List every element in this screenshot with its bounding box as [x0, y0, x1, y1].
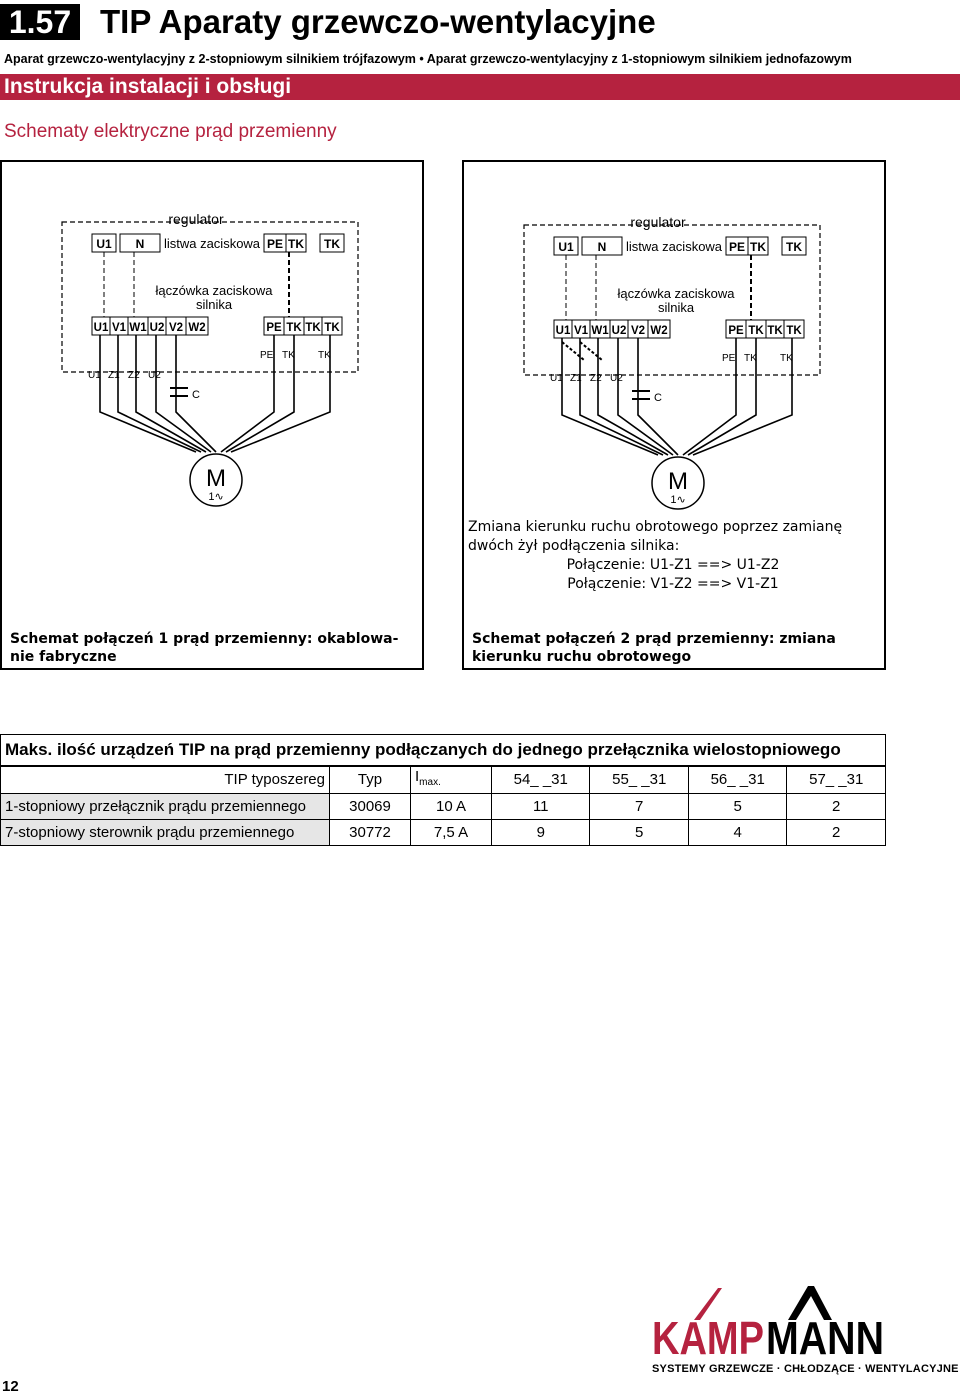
- motor-terminal-label-2: silnika: [195, 297, 233, 312]
- motor-phase-label: 1∿: [670, 494, 686, 506]
- diagram-1-caption: Schemat połączeń 1 prąd przemienny: okablowa- nie fabryczne: [10, 631, 399, 665]
- motor-terminal-label: V2: [630, 325, 646, 337]
- row-2-55: 5: [590, 820, 688, 846]
- svg-text:MANN: MANN: [766, 1312, 884, 1364]
- terminal-strip-label: listwa zaciskowa: [163, 236, 261, 251]
- motor-terminal-label: V1: [573, 325, 589, 337]
- motor-terminal-label: U1: [93, 322, 109, 334]
- table-row: [1, 820, 886, 846]
- motor-terminal-label-1: łączówka zaciskowa: [155, 283, 273, 298]
- imax-subscript: max.: [419, 777, 441, 788]
- motor-terminal-label: U1: [555, 325, 571, 337]
- regulator-terminal-label: U1: [558, 240, 574, 254]
- regulator-terminal-label: TK: [324, 237, 340, 251]
- row-1-type: 30069: [330, 794, 411, 820]
- regulator-terminal-label: TK: [750, 240, 766, 254]
- motor-terminal-label: V2: [168, 322, 184, 334]
- motor-wire-label: U2: [610, 373, 623, 384]
- motor-wire: [580, 338, 663, 455]
- wire-label: PE: [260, 350, 274, 361]
- note-line-4: Połączenie: V1-Z2 ==> V1-Z1: [567, 576, 779, 592]
- header-cell-type: Typ: [330, 766, 411, 794]
- header-cell-54: 54_ _31: [492, 766, 590, 794]
- note-line-2: dwóch żył podłączenia silnika:: [468, 538, 680, 554]
- row-1-56: 5: [688, 794, 786, 820]
- row-2-54: 9: [492, 820, 590, 846]
- wire-label: TK: [318, 350, 331, 361]
- regulator-terminal-label: TK: [786, 240, 802, 254]
- wiring-diagram-1: [0, 160, 424, 670]
- motor-terminal-label: TK: [305, 322, 321, 334]
- row-1-device: 1-stopniowy przełącznik prądu przemiennego: [1, 794, 330, 820]
- motor-wire-label: U1: [550, 373, 563, 384]
- regulator-terminal-label: PE: [728, 240, 746, 254]
- page-subtitle: Aparat grzewczo-wentylacyjny z 2-stopniowym silnikiem trójfazowym • Aparat grzewczo-wentylacyjny z 1-stopniowym silnikiem jednofazowym: [4, 52, 852, 66]
- capacitor-label: C: [192, 389, 200, 401]
- regulator-terminal-label: TK: [288, 237, 304, 251]
- header-cell-57: 57_ _31: [787, 766, 886, 794]
- wire-label: TK: [780, 353, 793, 364]
- motor-wire-label: Z1: [108, 370, 120, 381]
- note-line-3: Połączenie: U1-Z1 ==> U1-Z2: [566, 557, 780, 573]
- motor-wire: [562, 338, 658, 455]
- header-cell-56: 56_ _31: [688, 766, 786, 794]
- max-devices-table: [0, 734, 886, 846]
- motor-terminal-label: W2: [650, 325, 668, 337]
- diagram-2-caption: Schemat połączeń 2 prąd przemienny: zmiana kierunku ruchu obrotowego: [472, 631, 836, 665]
- table-row: [1, 794, 886, 820]
- section-number-badge: 1.57: [0, 4, 80, 40]
- motor-terminal-label: PE: [728, 325, 744, 337]
- kampmann-logo: [648, 1284, 888, 1362]
- motor-wire-label: U1: [88, 370, 101, 381]
- motor-terminal-label: W2: [188, 322, 206, 334]
- motor-terminal-label: TK: [748, 325, 764, 337]
- motor-terminal-label: PE: [266, 322, 282, 334]
- row-1-imax: 10 A: [411, 794, 492, 820]
- section-title: Schematy elektryczne prąd przemienny: [4, 121, 337, 142]
- row-1-54: 11: [492, 794, 590, 820]
- capacitor-label: C: [654, 392, 662, 404]
- svg-text:KAMP: KAMP: [652, 1312, 764, 1364]
- wiring-diagram-1-svg: [2, 162, 422, 668]
- row-1-55: 7: [590, 794, 688, 820]
- row-2-device: 7-stopniowy sterownik prądu przemiennego: [1, 820, 330, 846]
- header-cell-series: TIP typoszereg: [1, 766, 330, 794]
- motor-phase-label: 1∿: [208, 491, 224, 503]
- section-bar-label: Instrukcja instalacji i obsługi: [4, 75, 292, 98]
- motor-label: M: [668, 468, 688, 495]
- page-number: 12: [2, 1378, 19, 1395]
- terminal-strip-label: listwa zaciskowa: [625, 239, 723, 254]
- wire-label: PE: [722, 353, 736, 364]
- wire-label: TK: [744, 353, 757, 364]
- regulator-label: regulator: [630, 214, 686, 230]
- motor-wire: [693, 338, 792, 455]
- motor-wire-label: Z2: [590, 373, 602, 384]
- row-1-57: 2: [787, 794, 886, 820]
- regulator-terminal-label: N: [597, 240, 607, 254]
- imax-symbol: I: [415, 768, 420, 785]
- motor-terminal-label: U2: [149, 322, 165, 334]
- regulator-terminal-label: PE: [266, 237, 284, 251]
- regulator-terminal-label: N: [135, 237, 145, 251]
- page-title: TIP Aparaty grzewczo-wentylacyjne: [100, 3, 656, 40]
- regulator-label: regulator: [168, 211, 224, 227]
- motor-terminal-label: TK: [324, 322, 340, 334]
- motor-terminal-label-1: łączówka zaciskowa: [617, 286, 735, 301]
- row-2-type: 30772: [330, 820, 411, 846]
- motor-wire-label: Z1: [570, 373, 582, 384]
- motor-terminal-label: U2: [611, 325, 627, 337]
- motor-wire: [231, 335, 330, 452]
- motor-wire: [118, 335, 201, 452]
- motor-wire-label: Z2: [128, 370, 140, 381]
- motor-terminal-label: TK: [786, 325, 802, 337]
- regulator-terminal-label: U1: [96, 237, 112, 251]
- row-2-56: 4: [688, 820, 786, 846]
- motor-terminal-label: W1: [591, 325, 609, 337]
- table-heading: Maks. ilość urządzeń TIP na prąd przemienny podłączanych do jednego przełącznika wielostopniowego: [1, 735, 886, 767]
- motor-terminal-label: TK: [286, 322, 302, 334]
- note-line-1: Zmiana kierunku ruchu obrotowego poprzez zamianę: [468, 519, 843, 535]
- wire-label: TK: [282, 350, 295, 361]
- header-cell-imax: [411, 766, 492, 794]
- motor-terminal-label-2: silnika: [657, 300, 695, 315]
- section-bar: [0, 74, 960, 100]
- rotation-change-note: [468, 518, 878, 594]
- motor-wire-label: U2: [148, 370, 161, 381]
- motor-wire: [100, 335, 196, 452]
- motor-terminal-label: V1: [111, 322, 127, 334]
- header-cell-55: 55_ _31: [590, 766, 688, 794]
- row-2-imax: 7,5 A: [411, 820, 492, 846]
- motor-terminal-label: W1: [129, 322, 147, 334]
- motor-terminal-label: TK: [767, 325, 783, 337]
- logo-tagline: SYSTEMY GRZEWCZE · CHŁODZĄCE · WENTYLACYJNE: [652, 1363, 959, 1375]
- row-2-57: 2: [787, 820, 886, 846]
- motor-label: M: [206, 465, 226, 492]
